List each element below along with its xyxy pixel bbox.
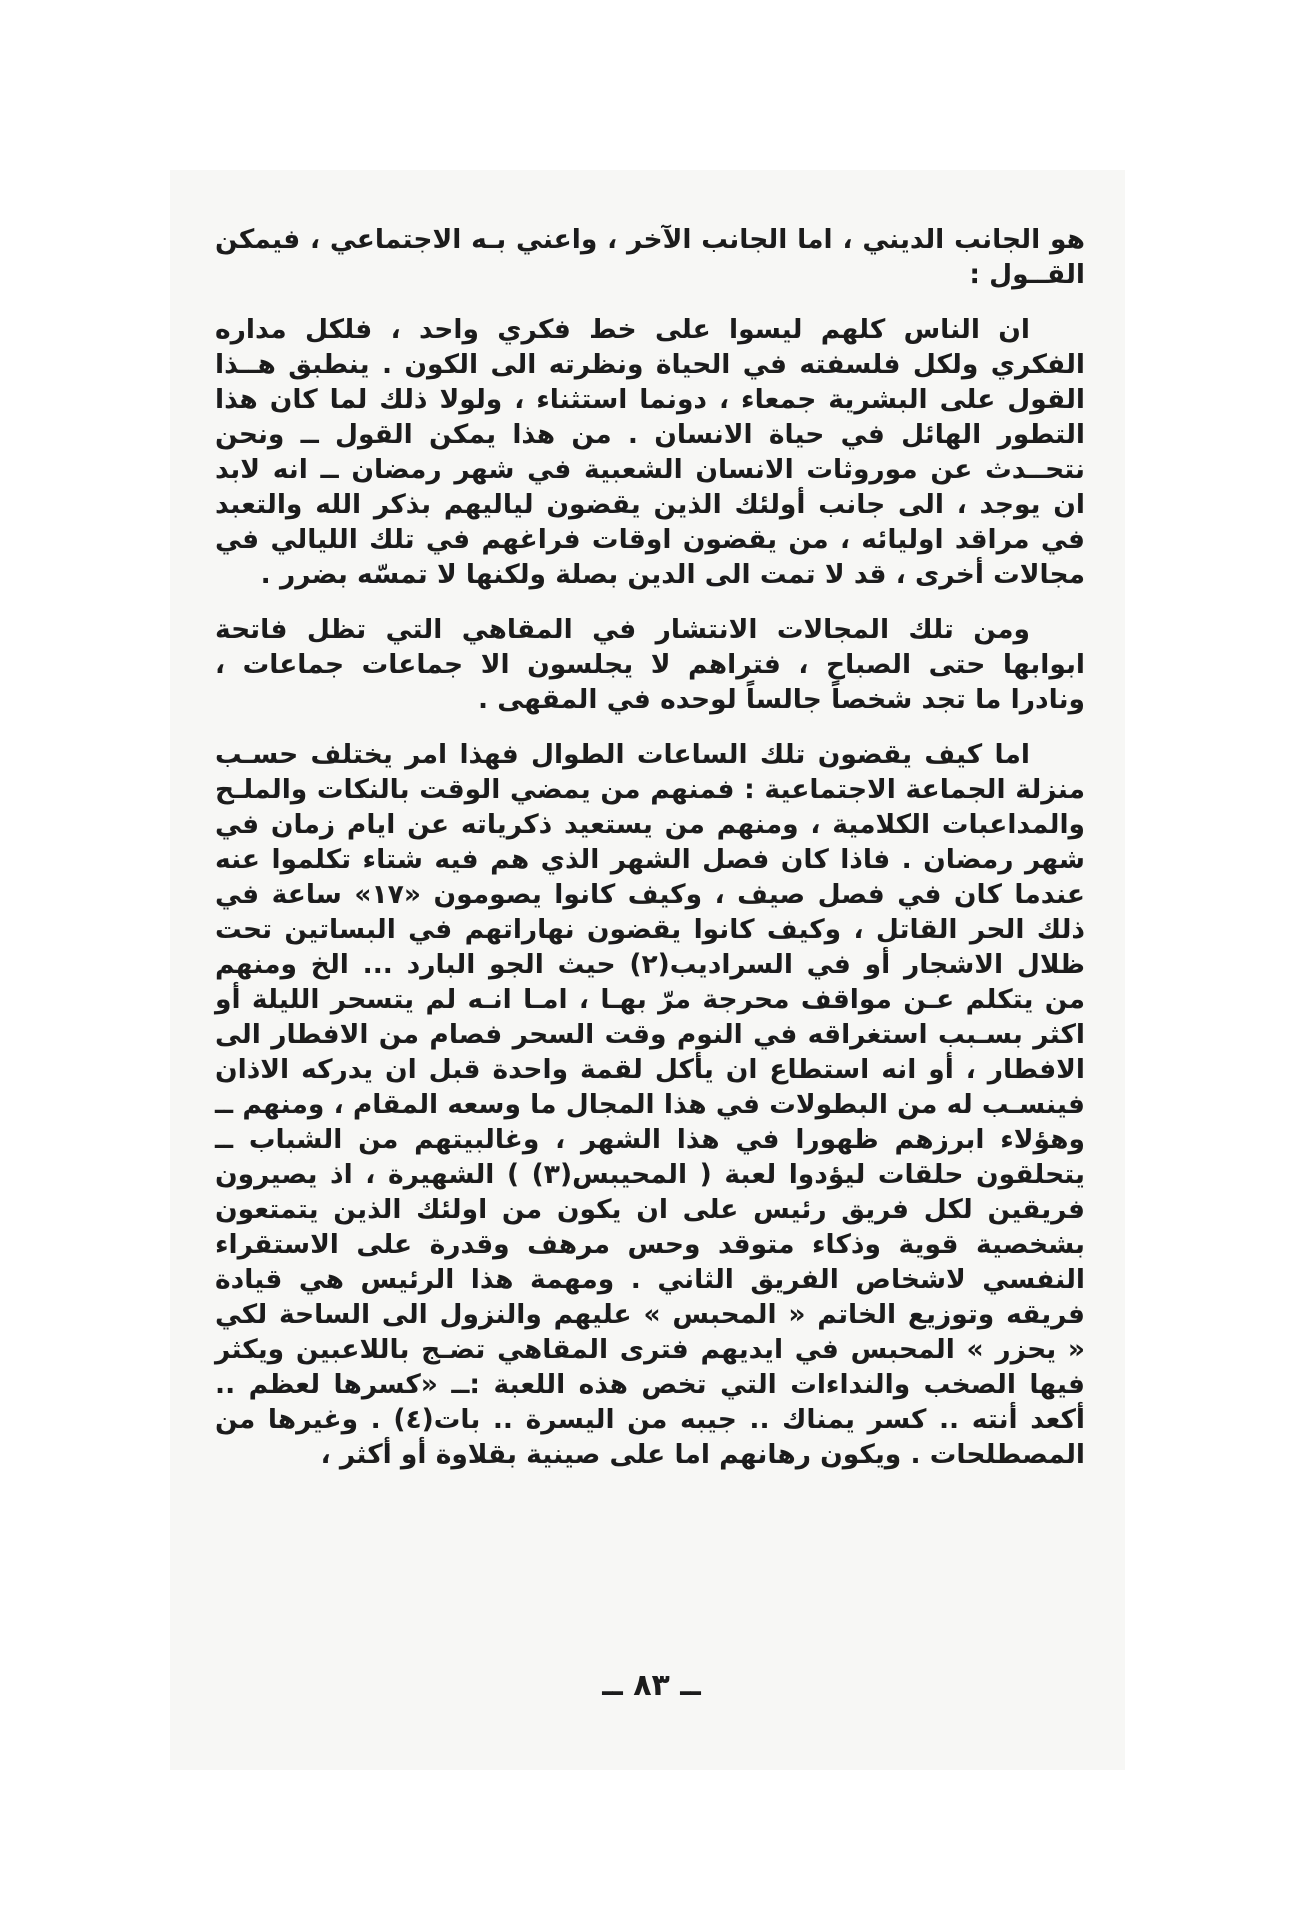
paragraph-3: ومن تلك المجالات الانتشار في المقاهي التي تظل فاتحة ابوابها حتى الصباح ، فتراهم لا يجلسون الا جماعات جماعات ، ونادرا ما تجد شخصاً جالساً لوحده في المقهى .	[215, 614, 1085, 715]
paragraph-1: هو الجانب الديني ، اما الجانب الآخر ، واعني بـه الاجتماعي ، فيمكن القــول :	[215, 224, 1085, 290]
page-number: ــ ٨٣ ــ	[602, 1668, 701, 1703]
paragraph-4: اما كيف يقضون تلك الساعات الطوال فهذا امر يختلف حسـب منزلة الجماعة الاجتماعية : فمنهم من يمضي الوقت بالنكات والملـح والمداعبات الكلامية ، ومنهم من يستعيد ذكرياته عن ايام زمان في شهر رمضان . فاذا كان فصل الشهر الذي هم فيه شتاء تكلموا عنه عندما كان في فصل صيف ، وكيف كانوا يصومون «١٧» ساعة في ذلك الحر القاتل ، وكيف كانوا يقضون نهاراتهم في البساتين تحت ظلال الاشجار أو في السراديب(٢) حيث الجو البارد ... الخ ومنهم من يتكلم عـن مواقف محرجة مرّ بهـا ، امـا انـه لم يتسحر الليلة أو اكثر بسـبب استغراقه في النوم وقت السحر فصام من الافطار الى الافطار ، أو انه استطاع ان يأكل لقمة واحدة قبل ان يدركه الاذان فينسـب له من البطولات في هذا المجال ما وسعه المقام ، ومنهم ــ وهؤلاء ابرزهم ظهورا في هذا الشهر ، وغالبيتهم من الشباب ــ يتحلقون حلقات ليؤدوا لعبة ( المحيبس(٣) ) الشهيرة ، اذ يصيرون فريقين لكل فريق رئيس على ان يكون من اولئك الذين يتمتعون بشخصية قوية وذكاء متوقد وحس مرهف وقدرة على الاستقراء النفسي لاشخاص الفريق الثاني . ومهمة هذا الرئيس هي قيادة فريقه وتوزيع الخاتم « المحبس » عليهم والنزول الى الساحة لكي « يحزر » المحبس في ايديهم فترى المقاهي تضـج باللاعبين ويكثر فيها الصخب والنداءات التي تخص هذه اللعبة :ــ «كسرها لعظم .. أكعد أنته .. كسر يمناك .. جيبه من اليسرة .. بات(٤) . وغيرها من المصطلحات . ويكون رهانهم اما على صينية بقلاوة أو أكثر ،	[215, 739, 1085, 1470]
body-text	[215, 222, 1085, 1472]
paragraph-2: ان الناس كلهم ليسوا على خط فكري واحد ، فلكل مداره الفكري ولكل فلسفته في الحياة ونظرته الى الكون . ينطبق هــذا القول على البشرية جمعاء ، دونما استثناء ، ولولا ذلك لما كان هذا التطور الهائل في حياة الانسان . من هذا يمكن القول ــ ونحن نتحــدث عن موروثات الانسان الشعبية في شهر رمضان ــ انه لابد ان يوجد ، الى جانب أولئك الذين يقضون لياليهم بذكر الله والتعبد في مراقد اوليائه ، من يقضون اوقات فراغهم في تلك الليالي في مجالات أخرى ، قد لا تمت الى الدين بصلة ولكنها لا تمسّه بضرر .	[215, 314, 1085, 590]
